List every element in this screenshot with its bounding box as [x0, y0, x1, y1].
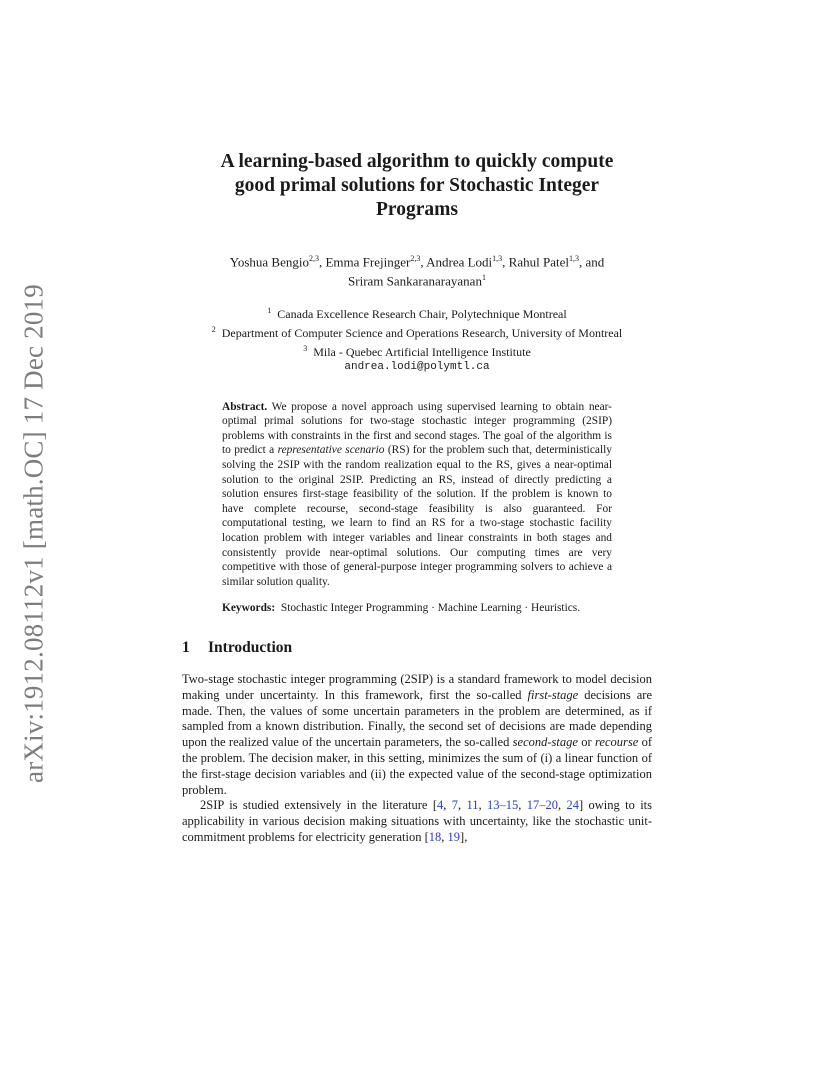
paper-page	[182, 150, 652, 846]
paragraph-text: decisions are made. Then, the values of some uncertain parameters in the problem are determined, as if sampled from a known distribution. Finally, the second set of decisions are made depending upon the realized value of the uncertain parameters, the so-called	[182, 687, 653, 750]
paragraph-text: or	[581, 735, 592, 750]
arxiv-side-stamp: arXiv:1912.08112v1 [math.OC] 17 Dec 2019	[18, 284, 49, 783]
paragraph-text: 2SIP is studied extensively in the literature [	[200, 798, 438, 813]
abstract-label: Abstract.	[222, 400, 268, 413]
affiliation-mark: 1	[267, 305, 272, 315]
author-conjunction: and	[585, 254, 605, 270]
author-name: Rahul Patel	[508, 254, 569, 270]
paragraph	[182, 672, 652, 798]
citation-link[interactable]: 7	[451, 798, 458, 813]
title-line-1: A learning-based algorithm to quickly compute	[220, 151, 614, 172]
affiliation-item	[182, 322, 652, 341]
paragraph-text: Two-stage stochastic integer programming (2SIP) is a standard framework to model decision making under uncertainty. In this framework, first the so-called	[182, 671, 652, 702]
author-affil-mark: 2,3	[410, 254, 421, 263]
paragraph: 2SIP is studied extensively in the literature [4, 7, 11, 13–15, 17–20, 24] owing to its applicability in various decision making situations with uncertainty, like the stochastic unit-commitment problems for electricity generation [18, 19],	[182, 798, 653, 844]
author-affil-mark: 1,3	[492, 254, 503, 263]
author-list: Yoshua Bengio$^{2,3}$, Emma Frejinger$^{2,3}$, Andrea Lodi$^{1,3}$, Rahul Patel$^{1,3}$, and Sriram Sankaranarayanan$^1$	[229, 254, 605, 289]
citation-link[interactable]: 19	[447, 829, 461, 844]
author-name: Yoshua Bengio	[229, 254, 309, 270]
emphasis: recourse	[595, 735, 639, 750]
title-line-3: Programs	[376, 199, 458, 220]
emphasis: first-stage	[527, 687, 579, 702]
paragraph-text: of the problem. The decision maker, in this setting, minimizes the sum of (i) a linear function of the first-stage decision variables and (ii) the expected value of the second-stage optimization problem.	[182, 735, 653, 797]
section-heading	[182, 639, 652, 657]
affiliation-text: Canada Excellence Research Chair, Polytechnique Montreal	[277, 306, 567, 321]
abstract-text: (RS) for the problem such that, deterministically solving the 2SIP with the random realization equal to the RS, gives a near-optimal solution to the original 2SIP. Predicting an RS, instead of directly predicting a solution ensures first-stage feasibility of the solution. If the problem is known to have complete recourse, second-stage feasibility is also guaranteed. For computational testing, we learn to find an RS for a two-stage stochastic facility location problem with integer variables and linear constraints in both stages and consistently provide near-optimal solutions. Our computing times are very competitive with those of general-purpose integer programming solvers to achieve a similar solution quality.	[222, 444, 612, 588]
keywords	[222, 601, 612, 616]
author-name: Andrea Lodi	[426, 254, 493, 270]
affiliation-list	[182, 303, 652, 375]
citation-link[interactable]: 11	[466, 798, 479, 813]
paragraph-text: ],	[460, 829, 468, 844]
title-line-2: good primal solutions for Stochastic Integer	[234, 175, 600, 196]
keywords-label: Keywords:	[222, 602, 276, 615]
author-affil-mark: 1,3	[568, 254, 579, 263]
author-affil-mark: 2,3	[308, 254, 319, 263]
citation-link[interactable]: 24	[566, 798, 579, 813]
contact-email[interactable]: andrea.lodi@polymtl.ca	[344, 360, 490, 373]
citation-link[interactable]: 17–20	[526, 798, 558, 813]
affiliation-mark: 3	[303, 343, 308, 353]
section-number: 1	[182, 638, 190, 656]
section-title: Introduction	[208, 638, 293, 656]
author-name: Emma Frejinger	[325, 254, 411, 270]
citation-link[interactable]: 18	[428, 829, 442, 844]
affiliation-item	[182, 341, 652, 360]
abstract-emphasis: representative scenario	[277, 444, 385, 457]
citation-link[interactable]: 4	[437, 798, 444, 813]
affiliation-mark: 2	[211, 324, 216, 334]
keywords-text: Stochastic Integer Programming · Machine Learning · Heuristics.	[280, 602, 581, 615]
affiliation-text: Mila - Quebec Artificial Intelligence Institute	[313, 344, 531, 359]
author-affil-mark: 1	[481, 273, 486, 283]
affiliation-item	[182, 303, 652, 322]
section-body	[182, 672, 652, 846]
author-name: Sriram Sankaranarayanan	[348, 273, 482, 289]
emphasis: second-stage	[512, 735, 578, 750]
paragraph-text: ] owing to its applicability in various decision making situations with uncertainty, like the stochastic unit-commitment problems for electricity generation [	[182, 798, 653, 844]
abstract	[222, 400, 612, 590]
affiliation-text: Department of Computer Science and Operations Research, University of Montreal	[221, 325, 623, 340]
citation-link[interactable]: 13–15	[487, 798, 519, 813]
abstract-text: We propose a novel approach using supervised learning to obtain near-optimal primal solutions for two-stage stochastic integer programming (2SIP) problems with constraints in the first and second stages. The goal of the algorithm is to predict a	[222, 400, 612, 457]
paper-title	[182, 150, 652, 222]
